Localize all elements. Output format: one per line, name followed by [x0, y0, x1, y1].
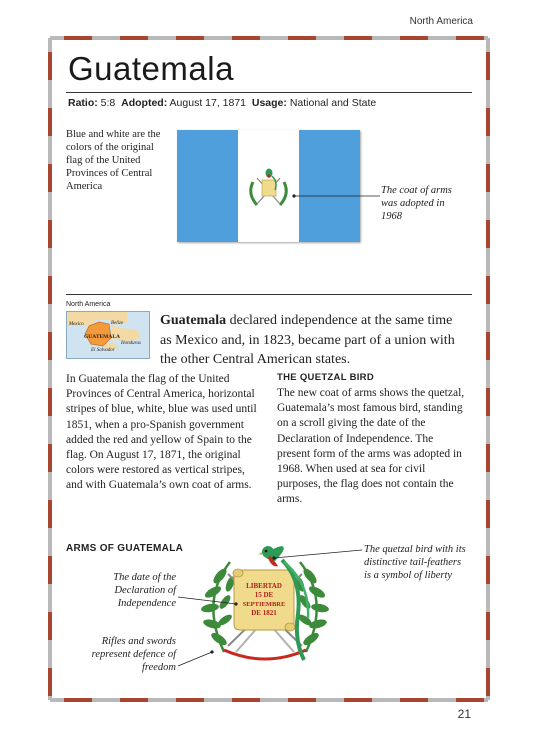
page-title: Guatemala [68, 50, 234, 87]
body-column-history: In Guatemala the flag of the United Provinces of Central America, horizontal stripes of blue, white, blue was used until 1851, when a pro-Spanish government added the red and yellow of Spain to the flag. On August 17, 1871, the original colors were restored as vertical stripes, and with Guatemala’s own coat of arms. [66, 373, 257, 492]
flag-note: The coat of arms was adopted in 1968 [381, 185, 452, 222]
map-label-mexico: Mexico [69, 322, 84, 327]
arms-heading: ARMS OF GUATEMALA [66, 543, 184, 554]
ratio-value: 5:8 [100, 97, 116, 109]
usage-label: Usage: [251, 97, 287, 109]
caption-independence-date: The date of the Declaration of Independence [113, 572, 176, 609]
scroll-line-3: SEPTIEMBRE [242, 601, 286, 608]
usage-value: National and State [289, 97, 377, 109]
map-label-honduras: Honduras [121, 341, 142, 346]
ratio-label: Ratio: [68, 97, 98, 109]
locator-map [66, 311, 150, 359]
quetzal-heading: THE QUETZAL BIRD [277, 372, 374, 383]
map-caption: North America [66, 301, 111, 308]
page-number: 21 [457, 707, 471, 721]
flag-note-leader [290, 188, 382, 208]
section-label: North America [409, 16, 473, 27]
map-label-el-salvador: El Salvador [91, 348, 115, 353]
scroll-line-4: DE 1821 [251, 609, 277, 617]
adopted-label: Adopted: [121, 97, 168, 109]
intro-note: Blue and white are the colors of the original flag of the United Provinces of Central America [66, 129, 161, 192]
scroll-line-1: LIBERTAD [246, 582, 282, 590]
section-rule [66, 294, 472, 295]
map-label-guatemala: GUATEMALA [84, 334, 120, 340]
caption-rifles-swords: Rifles and swords represent defence of freedom [91, 636, 176, 673]
title-rule [66, 92, 472, 93]
lede-paragraph [160, 311, 466, 370]
caption-quetzal-bird: The quetzal bird with its distinctive tail-feathers is a symbol of liberty [364, 544, 466, 581]
flag-of-guatemala [177, 130, 360, 242]
lede-country: Guatemala [160, 313, 227, 328]
scroll-line-2: 15 DE [254, 591, 274, 599]
body-column-quetzal: The new coat of arms shows the quetzal, Guatemala’s most famous bird, standing on a scroll giving the date of the Declaration of Independence. The present form of the arms was adopted in 1968. When used at sea for civil purposes, the flag does not contain the arms. [277, 387, 465, 506]
lede-text: declared independence at the same time as Mexico and, in 1823, became part of a union with the other Central American states. [160, 313, 455, 367]
arms-caption-leaders [170, 540, 370, 680]
map-label-belize: Belize [111, 321, 124, 326]
adopted-value: August 17, 1871 [169, 97, 247, 109]
flag-meta [68, 97, 376, 109]
